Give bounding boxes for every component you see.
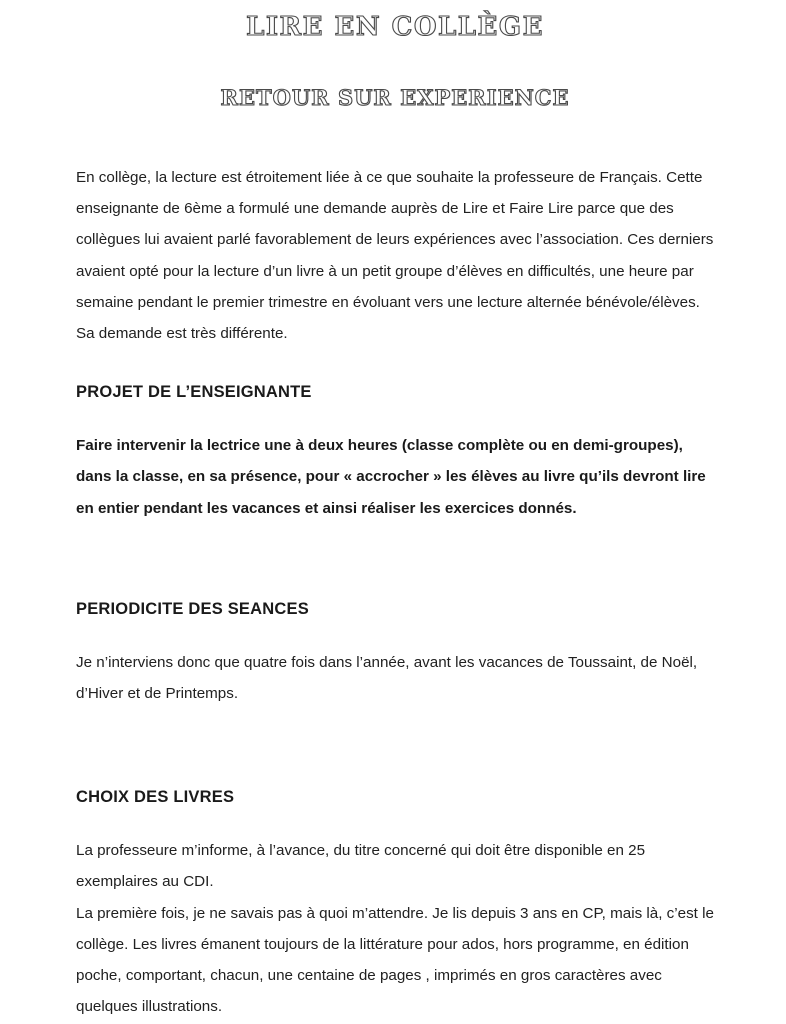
heading-projet-enseignante: PROJET DE L’ENSEIGNANTE [76,383,312,402]
heading-choix-des-livres: CHOIX DES LIVRES [76,788,235,807]
paragraph-periodicite-seances: Je n’interviens donc que quatre fois dans l’année, avant les vacances de Toussaint, de Noël, d’Hiver et de Printemps. [76,653,698,703]
document-title: LIRE EN COLLÈGE [246,12,544,42]
paragraph-choix-livres-1: La professeure m’informe, à l’avance, du titre concerné qui doit être disponible en 25 exemplaires au CDI. [76,842,646,891]
document-subtitle: RETOUR SUR EXPERIENCE [220,85,570,110]
paragraph-projet-enseignante: Faire intervenir la lectrice une à deux heures (classe complète ou en demi-groupes), dans la classe, en sa présence, pour « accrocher » les élèves au livre qu’ils devront lire en entier pendant les vacances et ainsi réaliser les exercices donnés. [76,437,706,517]
heading-periodicite-seances: PERIODICITE DES SEANCES [76,599,309,618]
paragraph-choix-livres-2: La première fois, je ne savais pas à quoi m’attendre. Je lis depuis 3 ans en CP, mais là, c’est le collège. Les livres émanent toujours de la littérature pour ados, hors programme, en édition poche, comportant, chacun, une centaine de pages , imprimés en gros caractères avec quelques illustrations. [76,904,714,1016]
paragraph-intro: En collège, la lecture est étroitement liée à ce que souhaite la professeure de Français. Cette enseignante de 6ème a formulé une demande auprès de Lire et Faire Lire parce que des collègues lui avaient parlé favorablement de leurs expériences avec l’association. Ces derniers avaient opté pour la lecture d’un livre à un petit groupe d’élèves en difficultés, une heure par semaine pendant le premier trimestre en évoluant vers une lecture alternée bénévole/élèves. Sa demande est très différente. [76,169,714,343]
